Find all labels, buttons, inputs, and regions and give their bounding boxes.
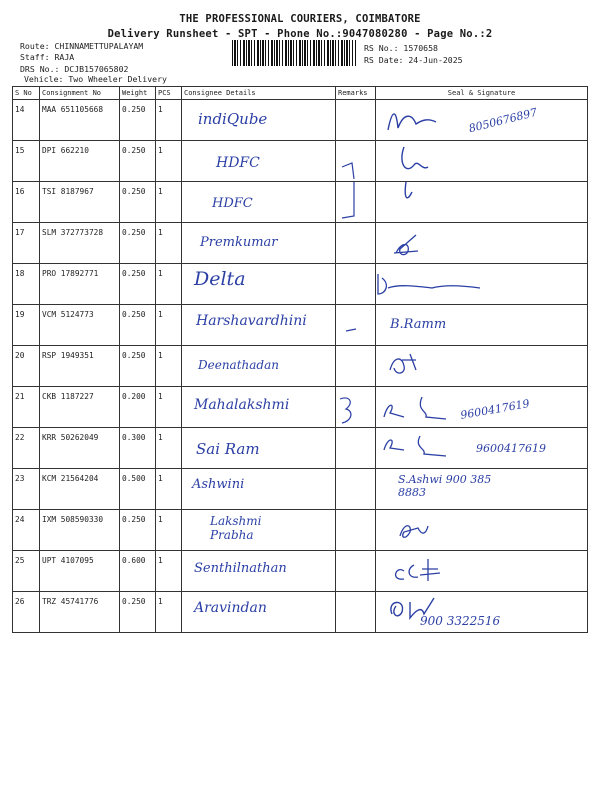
row-sno: 20 — [13, 346, 40, 387]
row-remarks — [336, 551, 376, 592]
col-weight: Weight — [120, 87, 156, 100]
table-row — [13, 182, 588, 223]
row-remarks — [336, 100, 376, 141]
signature-phone: 8050676897 — [467, 105, 539, 136]
row-consignee — [182, 469, 336, 510]
table-header-row — [13, 87, 588, 100]
consignee-handwriting: Deenathadan — [198, 358, 279, 372]
row-signature — [376, 223, 588, 264]
row-sno: 22 — [13, 428, 40, 469]
row-sno: 24 — [13, 510, 40, 551]
row-consignee — [182, 264, 336, 305]
table-row — [13, 346, 588, 387]
row-consignment: MAA 651105668 — [40, 100, 120, 141]
consignee-handwriting: Mahalakshmi — [194, 397, 290, 413]
row-consignee — [182, 305, 336, 346]
table-row — [13, 469, 588, 510]
row-remarks — [336, 305, 376, 346]
row-signature — [376, 551, 588, 592]
row-consignment: CKB 1187227 — [40, 387, 120, 428]
row-remarks — [336, 346, 376, 387]
row-consignment: TSI 8187967 — [40, 182, 120, 223]
row-consignee — [182, 592, 336, 633]
row-weight: 0.250 — [120, 305, 156, 346]
row-remarks — [336, 223, 376, 264]
row-sno: 21 — [13, 387, 40, 428]
row-sno: 14 — [13, 100, 40, 141]
row-pcs: 1 — [156, 387, 182, 428]
row-consignment: DPI 662210 — [40, 141, 120, 182]
row-pcs: 1 — [156, 264, 182, 305]
consignee-handwriting: HDFC — [216, 155, 260, 171]
row-pcs: 1 — [156, 305, 182, 346]
row-remarks — [336, 469, 376, 510]
rs-date: RS Date: 24-Jun-2025 — [364, 55, 463, 65]
row-consignee — [182, 141, 336, 182]
remark-bracket-mark — [336, 387, 376, 427]
remark-bracket-mark — [336, 141, 376, 181]
row-signature — [376, 428, 588, 469]
consignee-handwriting: Aravindan — [194, 600, 267, 616]
row-remarks — [336, 264, 376, 305]
row-consignment: SLM 372773728 — [40, 223, 120, 264]
col-pcs: PCS — [156, 87, 182, 100]
row-weight: 0.250 — [120, 510, 156, 551]
consignee-handwriting: HDFC — [212, 196, 253, 211]
row-consignee — [182, 510, 336, 551]
row-remarks — [336, 141, 376, 182]
row-consignment: TRZ 45741776 — [40, 592, 120, 633]
consignee-handwriting: Lakshmi Prabha — [210, 514, 262, 542]
signature-mark — [376, 182, 588, 222]
row-weight: 0.300 — [120, 428, 156, 469]
row-sno: 17 — [13, 223, 40, 264]
vehicle-label: Vehicle: Two Wheeler Delivery — [24, 74, 167, 84]
row-weight: 0.500 — [120, 469, 156, 510]
row-pcs: 1 — [156, 551, 182, 592]
row-signature — [376, 592, 588, 633]
row-weight: 0.250 — [120, 592, 156, 633]
row-signature — [376, 346, 588, 387]
table-row — [13, 510, 588, 551]
row-weight: 0.600 — [120, 551, 156, 592]
row-signature — [376, 100, 588, 141]
row-signature — [376, 510, 588, 551]
col-seal-signature: Seal & Signature — [376, 87, 588, 100]
row-pcs: 1 — [156, 428, 182, 469]
row-consignment: KRR 50262049 — [40, 428, 120, 469]
table-row — [13, 551, 588, 592]
row-consignee — [182, 551, 336, 592]
row-consignee — [182, 182, 336, 223]
remark-bracket-mark — [336, 182, 376, 222]
row-weight: 0.250 — [120, 100, 156, 141]
runsheet-subtitle: Delivery Runsheet - SPT - Phone No.:9047080280 - Page No.:2 — [107, 28, 493, 40]
company-title: THE PROFESSIONAL COURIERS, COIMBATORE — [179, 13, 421, 25]
row-sno: 25 — [13, 551, 40, 592]
row-pcs: 1 — [156, 223, 182, 264]
col-consignment: Consignment No — [40, 87, 120, 100]
row-remarks — [336, 592, 376, 633]
consignee-handwriting: Delta — [194, 268, 246, 290]
row-pcs: 1 — [156, 182, 182, 223]
table-row — [13, 428, 588, 469]
row-sno: 16 — [13, 182, 40, 223]
signature-mark — [376, 551, 588, 591]
row-weight: 0.250 — [120, 182, 156, 223]
signature-name-phone: S.Ashwi 900 385 8883 — [398, 473, 492, 499]
row-consignment: IXM 508590330 — [40, 510, 120, 551]
row-pcs: 1 — [156, 346, 182, 387]
signature-mark — [376, 264, 588, 304]
col-remarks: Remarks — [336, 87, 376, 100]
signature-phone: 9600417619 — [476, 442, 546, 455]
consignee-handwriting: Senthilnathan — [194, 561, 287, 576]
row-weight: 0.250 — [120, 264, 156, 305]
barcode — [232, 40, 356, 66]
table-row — [13, 592, 588, 633]
row-weight: 0.250 — [120, 223, 156, 264]
row-weight: 0.250 — [120, 346, 156, 387]
row-consignment: PRO 17892771 — [40, 264, 120, 305]
row-sno: 18 — [13, 264, 40, 305]
route-label: Route: CHINNAMETTUPALAYAM — [20, 41, 144, 51]
row-weight: 0.250 — [120, 141, 156, 182]
row-consignee — [182, 346, 336, 387]
drs-number: DRS No.: DCJB157065802 — [20, 64, 129, 74]
row-consignee — [182, 428, 336, 469]
row-sno: 23 — [13, 469, 40, 510]
runsheet-table — [12, 86, 588, 633]
row-weight: 0.200 — [120, 387, 156, 428]
row-consignment: RSP 1949351 — [40, 346, 120, 387]
staff-label: Staff: RAJA — [20, 52, 75, 62]
row-pcs: 1 — [156, 100, 182, 141]
row-signature — [376, 305, 588, 346]
row-pcs: 1 — [156, 510, 182, 551]
consignee-handwriting: Sai Ram — [196, 440, 260, 458]
row-signature — [376, 469, 588, 510]
row-sno: 15 — [13, 141, 40, 182]
row-sno: 19 — [13, 305, 40, 346]
row-signature — [376, 141, 588, 182]
table-row — [13, 305, 588, 346]
rs-number: RS No.: 1570658 — [364, 43, 438, 53]
row-pcs: 1 — [156, 141, 182, 182]
row-remarks — [336, 182, 376, 223]
row-remarks — [336, 510, 376, 551]
signature-mark — [376, 141, 588, 181]
row-pcs: 1 — [156, 469, 182, 510]
row-consignee — [182, 387, 336, 428]
row-signature — [376, 264, 588, 305]
signature-mark — [376, 223, 588, 263]
row-consignee — [182, 223, 336, 264]
row-remarks — [336, 428, 376, 469]
row-signature — [376, 182, 588, 223]
table-row — [13, 223, 588, 264]
signature-name: B.Ramm — [390, 317, 447, 332]
remark-dash-mark — [336, 305, 376, 345]
table-row — [13, 264, 588, 305]
row-consignee — [182, 100, 336, 141]
table-row — [13, 100, 588, 141]
consignee-handwriting: Ashwini — [192, 477, 245, 492]
col-sno: S No — [13, 87, 40, 100]
signature-mark — [376, 346, 588, 386]
col-consignee: Consignee Details — [182, 87, 336, 100]
row-consignment: UPT 4107095 — [40, 551, 120, 592]
consignee-handwriting: Premkumar — [200, 235, 278, 250]
table-row — [13, 387, 588, 428]
signature-phone: 9600417619 — [459, 397, 531, 422]
consignee-handwriting: indiQube — [198, 110, 268, 128]
row-remarks — [336, 387, 376, 428]
signature-mark — [376, 510, 588, 550]
row-sno: 26 — [13, 592, 40, 633]
row-consignment: KCM 21564204 — [40, 469, 120, 510]
row-consignment: VCM 5124773 — [40, 305, 120, 346]
table-row — [13, 141, 588, 182]
signature-phone: 900 3322516 — [420, 614, 501, 628]
consignee-handwriting: Harshavardhini — [196, 313, 307, 329]
row-pcs: 1 — [156, 592, 182, 633]
row-signature — [376, 387, 588, 428]
